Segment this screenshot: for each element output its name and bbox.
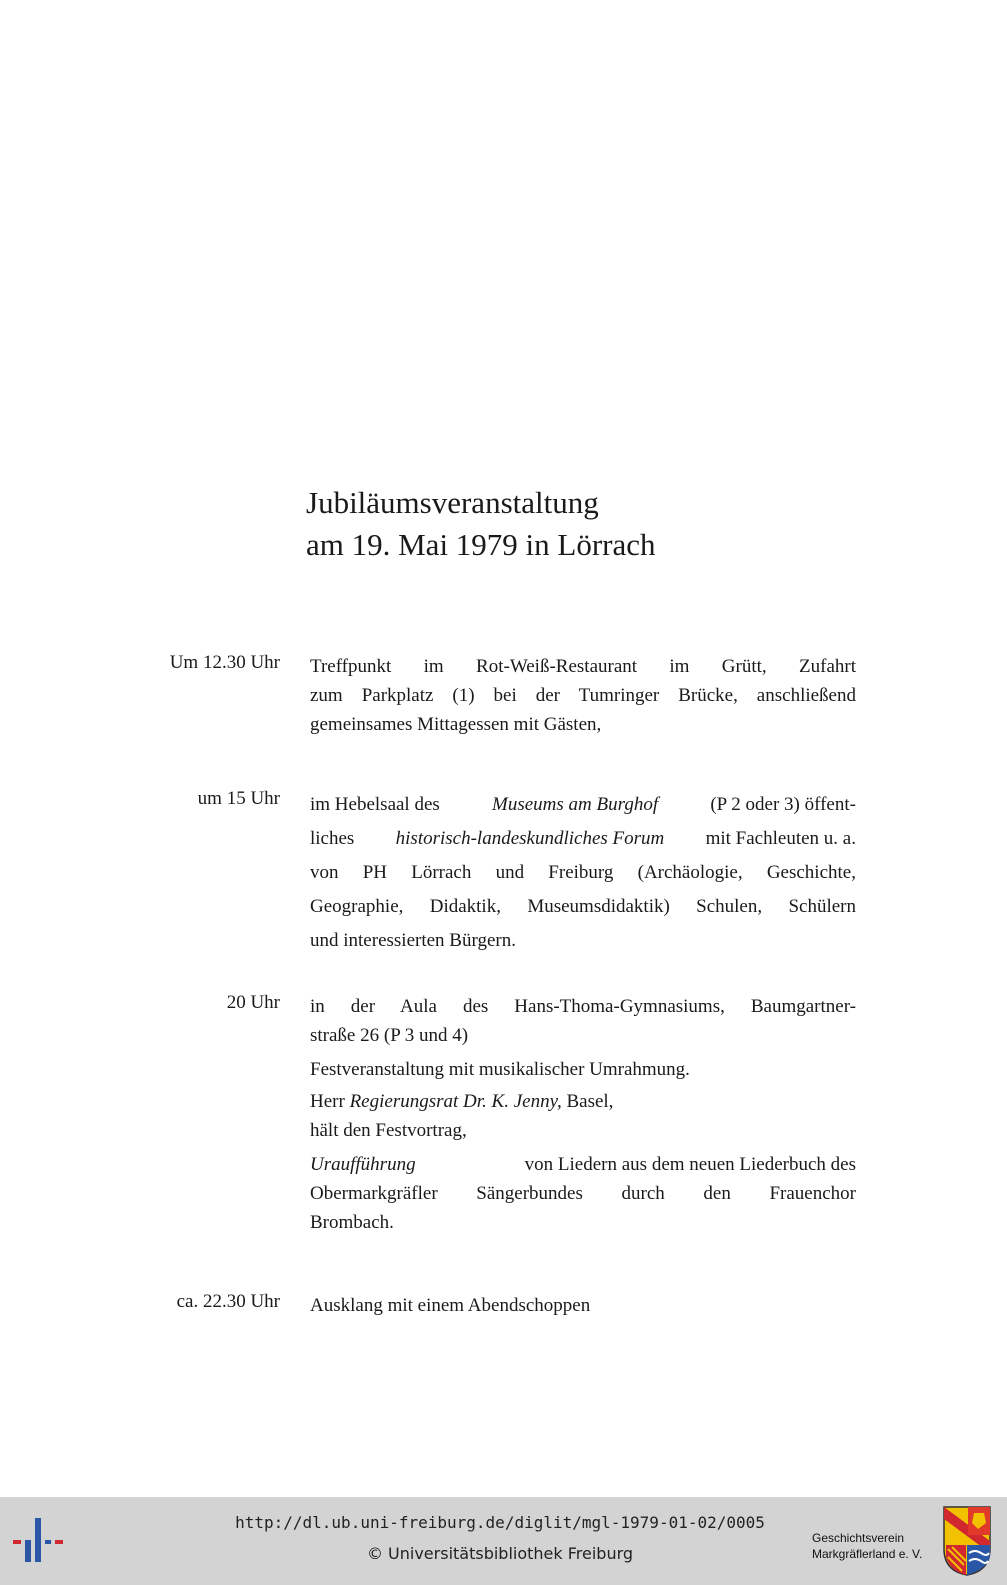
entry-line: Festveranstaltung mit musikalischer Umrahmung. bbox=[310, 1059, 690, 1080]
entry-text: mit Fachleuten u. a. bbox=[705, 828, 856, 849]
entry-body bbox=[310, 1291, 856, 1320]
entry-line bbox=[310, 1150, 856, 1179]
entry-emphasis: Museums am Burghof bbox=[492, 794, 659, 815]
entry-line bbox=[310, 1087, 856, 1116]
entry-line: Treffpunkt im Rot-Weiß-Restaurant im Grütt, Zufahrt bbox=[310, 656, 856, 677]
entry-text: liches bbox=[310, 828, 355, 849]
entry-time: 20 Uhr bbox=[226, 992, 280, 1013]
entry-time: um 15 Uhr bbox=[197, 788, 280, 809]
entry-emphasis: Uraufführung bbox=[310, 1154, 416, 1175]
entry-line: Geographie, Didaktik, Museumsdidaktik) Schulen, Schülern bbox=[310, 896, 856, 917]
society-name-line-1: Geschichtsverein bbox=[812, 1531, 905, 1545]
footer-url-link[interactable]: http://dl.ub.uni-freiburg.de/diglit/mgl-1979-01-02/0005 bbox=[235, 1513, 765, 1532]
entry-text: Herr bbox=[310, 1091, 345, 1112]
society-crest-icon[interactable] bbox=[942, 1505, 992, 1577]
entry-line: und interessierten Bürgern. bbox=[310, 930, 516, 951]
footer-bar bbox=[0, 1497, 1007, 1585]
library-logo-icon[interactable] bbox=[13, 1514, 65, 1566]
entry-body bbox=[310, 992, 856, 1237]
entry-time: ca. 22.30 Uhr bbox=[176, 1291, 280, 1312]
entry-emphasis: Regierungsrat Dr. K. Jenny, bbox=[349, 1091, 562, 1112]
entry-text: (P 2 oder 3) öffent- bbox=[710, 794, 856, 815]
title-line-2: am 19. Mai 1979 in Lörrach bbox=[306, 527, 656, 562]
entry-line: Ausklang mit einem Abendschoppen bbox=[310, 1295, 591, 1316]
entry-line: gemeinsames Mittagessen mit Gästen, bbox=[310, 714, 602, 735]
page-title bbox=[306, 482, 656, 566]
entry-line bbox=[310, 788, 856, 822]
entry-line: von PH Lörrach und Freiburg (Archäologie, Geschichte, bbox=[310, 862, 856, 883]
entry-time: Um 12.30 Uhr bbox=[169, 652, 280, 673]
entry-line: in der Aula des Hans-Thoma-Gymnasiums, Baumgartner- bbox=[310, 996, 856, 1017]
entry-line bbox=[310, 822, 856, 856]
society-name-line-2: Markgräflerland e. V. bbox=[812, 1547, 923, 1561]
entry-line: Brombach. bbox=[310, 1212, 394, 1233]
footer-copyright: © Universitätsbibliothek Freiburg bbox=[366, 1544, 634, 1563]
entry-line: zum Parkplatz (1) bei der Tumringer Brücke, anschließend bbox=[310, 685, 856, 706]
title-line-1: Jubiläumsveranstaltung bbox=[306, 485, 599, 520]
entry-text: Basel, bbox=[566, 1091, 614, 1112]
entry-body bbox=[310, 788, 856, 958]
entry-text: von Liedern aus dem neuen Liederbuch des bbox=[524, 1154, 856, 1175]
entry-line: Obermarkgräfler Sängerbundes durch den Frauenchor bbox=[310, 1183, 856, 1204]
entry-text: im Hebelsaal des bbox=[310, 794, 440, 815]
entry-emphasis: historisch-landeskundliches Forum bbox=[395, 828, 665, 849]
entry-line: hält den Festvortrag, bbox=[310, 1120, 467, 1141]
society-name bbox=[812, 1530, 922, 1562]
entry-body bbox=[310, 652, 856, 739]
entry-line: straße 26 (P 3 und 4) bbox=[310, 1025, 469, 1046]
